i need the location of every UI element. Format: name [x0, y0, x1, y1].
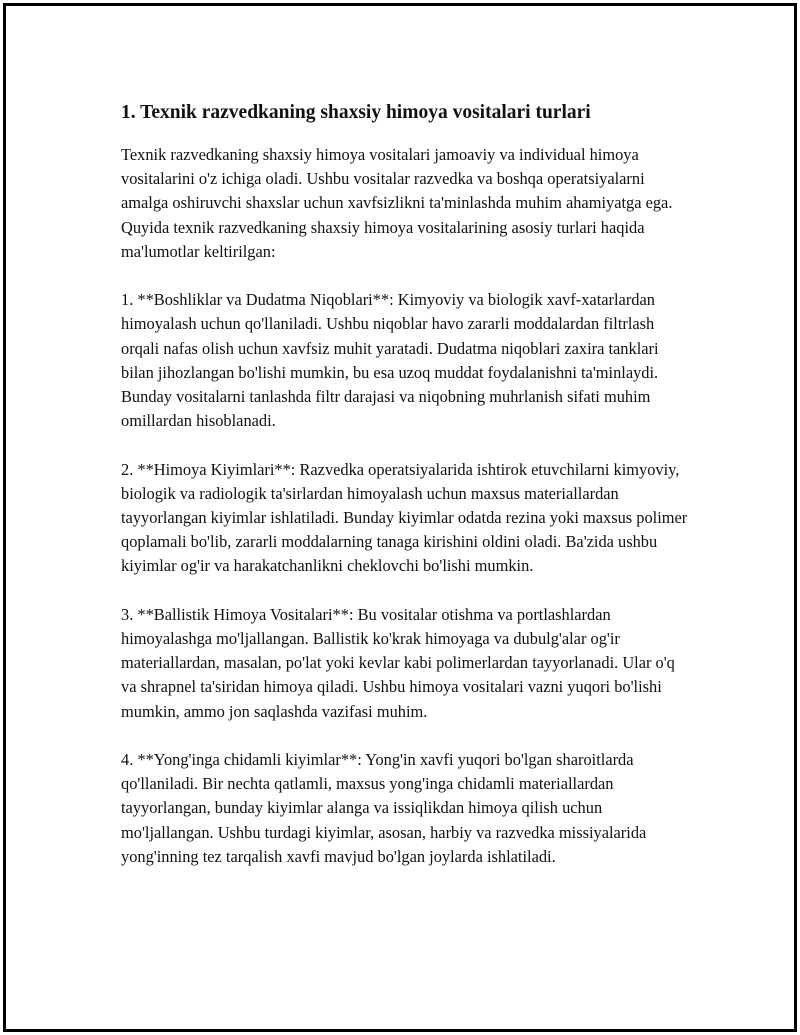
page-frame	[3, 3, 797, 1032]
paragraph-fire-resistant-clothing: 4. **Yong'inga chidamli kiyimlar**: Yong'in xavfi yuqori bo'lgan sharoitlarda qo'llaniladi. Bir nechta qatlamli, maxsus yong'inga chidamli materiallardan tayyorlangan, bunday kiyimlar alanga va issiqlikdan himoya qilish uchun mo'ljallangan. Ushbu turdagi kiyimlar, asosan, harbiy va razvedka missiyalarida yong'inning tez tarqalish xavfi mavjud bo'lgan joylarda ishlatiladi.	[121, 750, 647, 866]
document-title: 1. Texnik razvedkaning shaxsiy himoya vositalari turlari	[121, 102, 591, 123]
paragraph-gas-masks: 1. **Boshliklar va Dudatma Niqoblari**: Kimyoviy va biologik xavf-xatarlardan himoyalash uchun qo'llaniladi. Ushbu niqoblar havo zararli moddalardan filtrlash orqali nafas olish uchun xavfsiz muhit yaratadi. Dudatma niqoblari zaxira tanklari bilan jihozlangan bo'lishi mumkin, bu esa uzoq muddat foydalanishni ta'minlaydi. Bunday vositalarni tanlashda filtr darajasi va niqobning muhrlanish sifati muhim omillardan hisoblanadi.	[121, 290, 659, 431]
paragraph-protective-clothing: 2. **Himoya Kiyimlari**: Razvedka operatsiyalarida ishtirok etuvchilarni kimyoviy, biologik va radiologik ta'sirlardan himoyalash uchun maxsus materiallardan tayyorlangan kiyimlar ishlatiladi. Bunday kiyimlar odatda rezina yoki maxsus polimer qoplamali bo'lib, zararli moddalarning tanaga kirishini oldini oladi. Ba'zida ushbu kiyimlar og'ir va harakatchanlikni cheklovchi bo'lishi mumkin.	[121, 459, 688, 576]
document-body	[121, 99, 691, 893]
paragraph-ballistic-protection: 3. **Ballistik Himoya Vositalari**: Bu vositalar otishma va portlashlardan himoyalashga mo'ljallangan. Ballistik ko'krak himoyaga va dubulg'alar og'ir materiallardan, masalan, po'lat yoki kevlar kabi polimerlardan tayyorlanadi. Ular o'q va shrapnel ta'siridan himoya qiladi. Ushbu himoya vositalari vazni yuqori bo'lishi mumkin, ammo jon saqlashda vazifasi muhim.	[121, 604, 675, 721]
intro-paragraph: Texnik razvedkaning shaxsiy himoya vositalari jamoaviy va individual himoya vositalarini o'z ichiga oladi. Ushbu vositalar razvedka va boshqa operatsiyalarni amalga oshiruvchi shaxslar uchun xavfsizlikni ta'minlashda muhim ahamiyatga ega. Quyida texnik razvedkaning shaxsiy himoya vositalarining asosiy turlari haqida ma'lumotlar keltirilgan:	[121, 145, 673, 261]
